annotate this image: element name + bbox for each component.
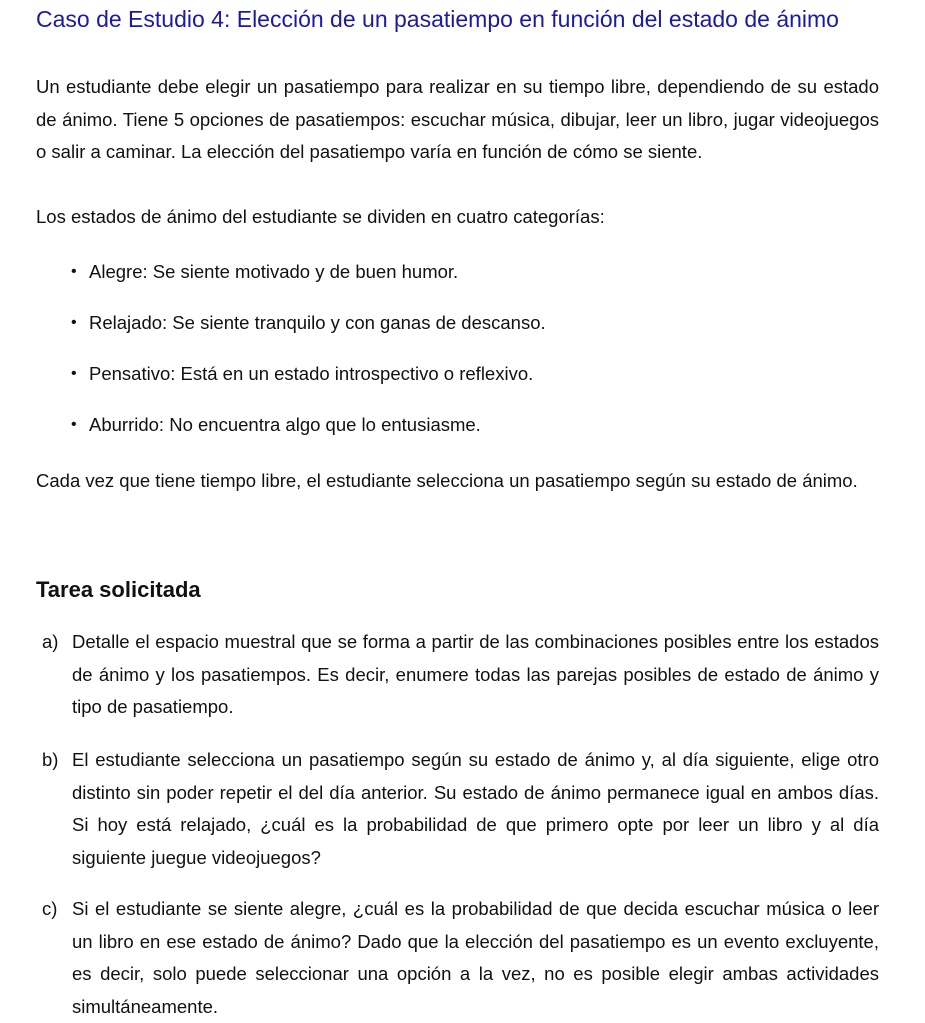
task-list (36, 626, 879, 1023)
mood-state-text: Pensativo: Está en un estado introspectivo o reflexivo. (89, 363, 534, 384)
mood-states-intro: Los estados de ánimo del estudiante se dividen en cuatro categorías: (36, 206, 605, 227)
task-text: Si el estudiante se siente alegre, ¿cuál es la probabilidad de que decida escuchar música o leer un libro en ese estado de ánimo? Dado que la elección del pasatiempo es un evento excluyente, es decir, solo puede seleccionar una opción a la vez, no es posible elegir ambas actividades simultáneamente. (72, 898, 879, 1017)
case-study-title: Caso de Estudio 4: Elección de un pasatiempo en función del estado de ánimo (36, 6, 839, 32)
task-item-a (36, 626, 879, 744)
selection-paragraph: Cada vez que tiene tiempo libre, el estudiante selecciona un pasatiempo según su estado de ánimo. (36, 470, 858, 491)
task-text: El estudiante selecciona un pasatiempo según su estado de ánimo y, al día siguiente, elige otro distinto sin poder repetir el del día anterior. Su estado de ánimo permanece igual en ambos días. Si hoy está relajado, ¿cuál es la probabilidad de que primero opte por leer un libro y al día siguiente juegue videojuegos? (72, 749, 879, 868)
bullet-icon: • (71, 416, 77, 433)
task-item-c (36, 893, 879, 1023)
list-item (36, 358, 879, 409)
mood-state-text: Aburrido: No encuentra algo que lo entusiasme. (89, 414, 481, 435)
task-heading: Tarea solicitada (36, 577, 201, 602)
list-item (36, 307, 879, 358)
intro-paragraph: Un estudiante debe elegir un pasatiempo para realizar en su tiempo libre, dependiendo de su estado de ánimo. Tiene 5 opciones de pasatiempos: escuchar música, dibujar, leer un libro, jugar videojuegos o salir a caminar. La elección del pasatiempo varía en función de cómo se siente. (36, 76, 879, 162)
task-label: a) (42, 631, 59, 652)
task-item-b (36, 744, 879, 893)
task-label: c) (42, 898, 58, 919)
mood-state-text: Alegre: Se siente motivado y de buen humor. (89, 261, 459, 282)
mood-states-list (36, 256, 879, 460)
mood-state-text: Relajado: Se siente tranquilo y con ganas de descanso. (89, 312, 546, 333)
list-item (36, 256, 879, 307)
bullet-icon: • (71, 263, 77, 280)
list-item (36, 409, 879, 460)
bullet-icon: • (71, 314, 77, 331)
bullet-icon: • (71, 365, 77, 382)
task-label: b) (42, 749, 59, 770)
task-text: Detalle el espacio muestral que se forma a partir de las combinaciones posibles entre los estados de ánimo y los pasatiempos. Es decir, enumere todas las parejas posibles de estado de ánimo y tipo de pasatiempo. (72, 631, 879, 717)
